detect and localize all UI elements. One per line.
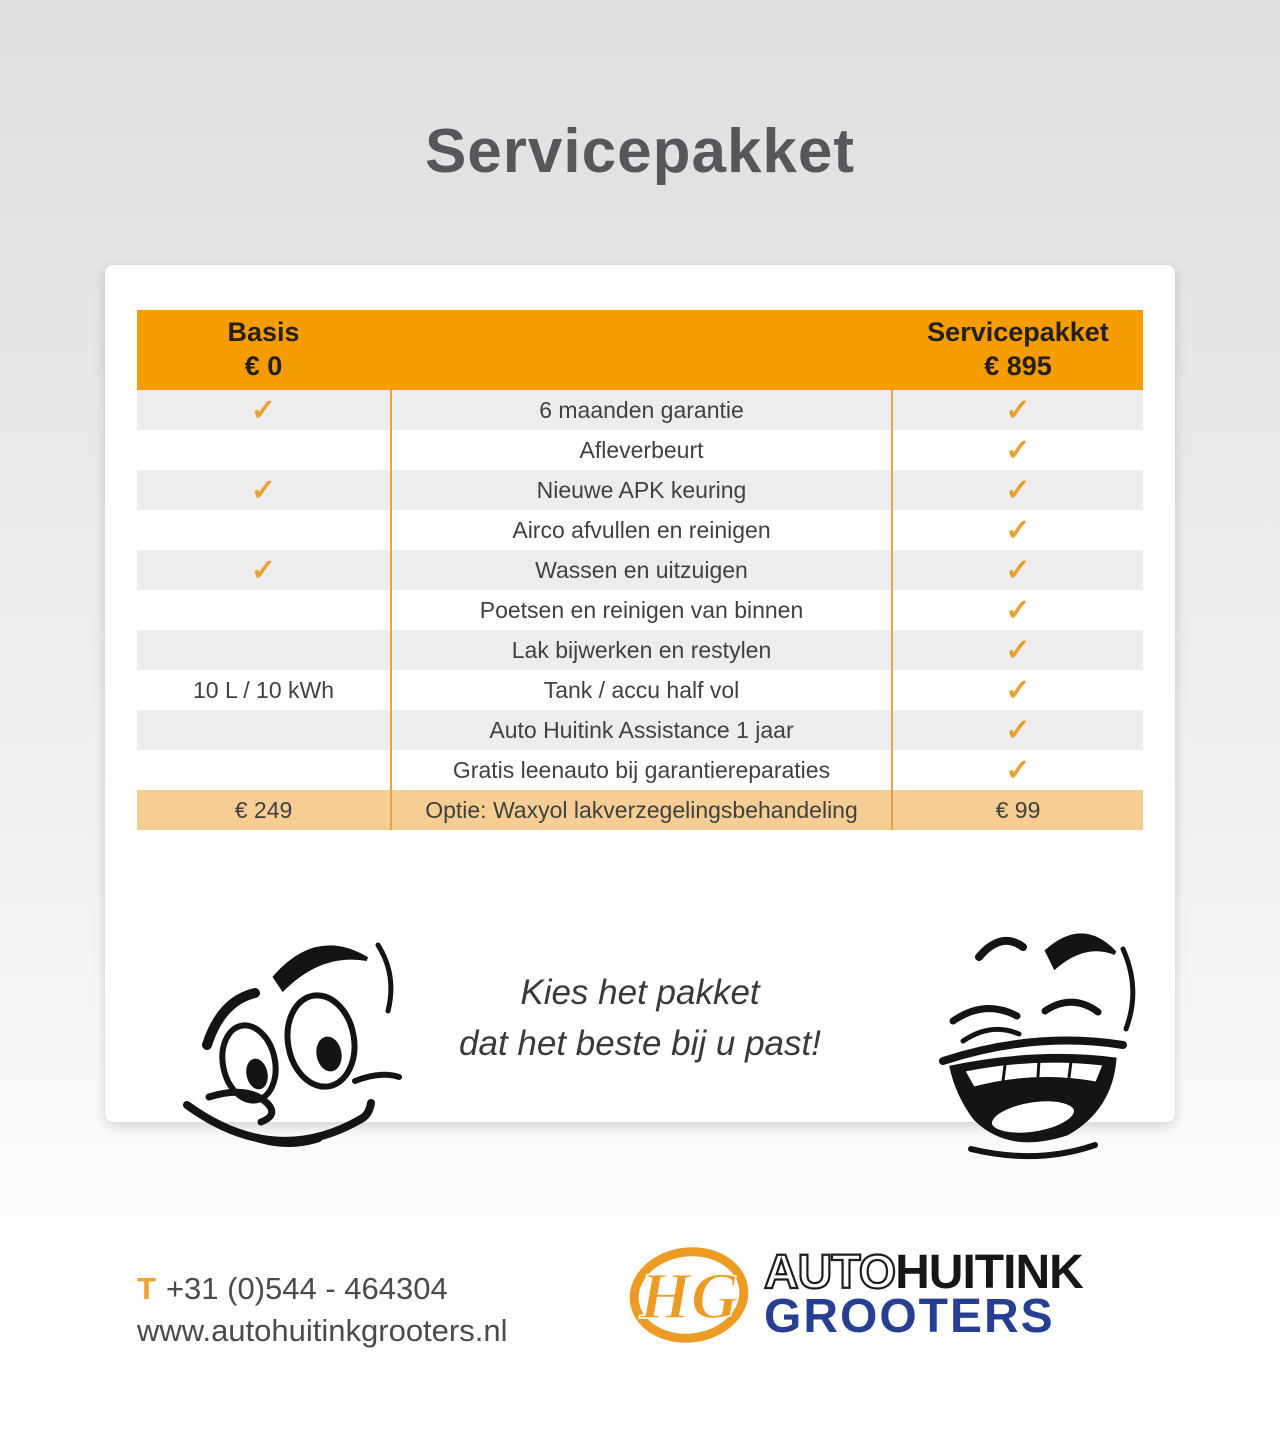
logo-monogram-text: HG <box>639 1260 739 1333</box>
basis-value-cell <box>137 710 390 750</box>
feature-label-cell: Poetsen en reinigen van binnen <box>390 590 893 630</box>
table-row <box>137 470 1143 510</box>
table-row <box>137 550 1143 590</box>
logo-monogram-icon <box>628 1243 750 1347</box>
feature-label-cell: Gratis leenauto bij garantiereparaties <box>390 750 893 790</box>
table-row <box>137 390 1143 430</box>
slogan-line-2: dat het beste bij u past! <box>459 1023 821 1063</box>
phone-line <box>137 1268 507 1310</box>
basis-value-cell <box>137 750 390 790</box>
header-basis-price: € 0 <box>244 351 283 381</box>
comparison-card <box>105 265 1175 1122</box>
table-row <box>137 670 1143 710</box>
logo-auto-text: AUTO <box>764 1245 896 1299</box>
table-header <box>137 310 1143 390</box>
laughing-face-icon <box>917 913 1159 1163</box>
service-value-cell: ✓ <box>1005 673 1031 707</box>
comparison-table <box>137 310 1143 830</box>
service-value-cell: ✓ <box>1005 633 1031 667</box>
service-value-cell: ✓ <box>1005 393 1031 427</box>
header-basis-label: Basis <box>227 317 300 348</box>
header-spacer <box>390 310 893 390</box>
contact-block <box>137 1268 507 1352</box>
header-service <box>893 310 1143 390</box>
table-row <box>137 710 1143 750</box>
table-row <box>137 430 1143 470</box>
service-value-cell: ✓ <box>1005 593 1031 627</box>
slogan <box>340 968 940 1070</box>
basis-value-cell: 10 L / 10 kWh <box>192 676 335 703</box>
feature-label-cell: Airco afvullen en reinigen <box>390 510 893 550</box>
phone-prefix: T <box>137 1271 156 1306</box>
header-service-price: € 895 <box>984 351 1052 381</box>
table-row <box>137 590 1143 630</box>
basis-value-cell <box>137 590 390 630</box>
feature-label-cell: Tank / accu half vol <box>390 670 893 710</box>
feature-label-cell: Auto Huitink Assistance 1 jaar <box>390 710 893 750</box>
feature-label-cell: Lak bijwerken en restylen <box>390 630 893 670</box>
logo-grooters-text: GROOTERS <box>764 1290 1055 1343</box>
table-row <box>137 510 1143 550</box>
service-value-cell: ✓ <box>1005 513 1031 547</box>
service-value-cell: ✓ <box>1005 753 1031 787</box>
service-value-cell: ✓ <box>1005 553 1031 587</box>
basis-value-cell: ✓ <box>250 393 277 427</box>
header-basis <box>137 310 390 390</box>
logo-name-line1 <box>764 1245 1083 1299</box>
feature-label-cell: Nieuwe APK keuring <box>390 470 893 510</box>
service-value-cell: ✓ <box>1005 713 1031 747</box>
service-value-cell: ✓ <box>1005 433 1031 467</box>
logo-wordmark <box>764 1245 1083 1343</box>
table-row <box>137 750 1143 790</box>
basis-value-cell <box>137 630 390 670</box>
basis-value-cell: € 249 <box>234 796 293 823</box>
table-row <box>137 630 1143 670</box>
feature-label-cell: Afleverbeurt <box>390 430 893 470</box>
basis-value-cell <box>137 510 390 550</box>
header-service-label: Servicepakket <box>927 317 1109 348</box>
website-link: www.autohuitinkgrooters.nl <box>137 1312 508 1348</box>
phone-number: +31 (0)544 - 464304 <box>165 1271 448 1306</box>
service-value-cell: ✓ <box>1005 473 1031 507</box>
feature-label-cell: 6 maanden garantie <box>390 390 893 430</box>
service-value-cell: € 99 <box>995 796 1041 823</box>
basis-value-cell <box>137 430 390 470</box>
table-row <box>137 790 1143 830</box>
table-body <box>137 390 1143 830</box>
company-logo <box>628 1243 1083 1347</box>
logo-huitink-text: HUITINK <box>895 1245 1083 1299</box>
faces-section <box>105 913 1175 1158</box>
basis-value-cell: ✓ <box>250 553 277 587</box>
page-title: Servicepakket <box>424 117 856 186</box>
basis-value-cell: ✓ <box>250 473 277 507</box>
feature-label-cell: Wassen en uitzuigen <box>390 550 893 590</box>
feature-label-cell: Optie: Waxyol lakverzegelingsbehandeling <box>390 790 893 830</box>
slogan-line-1: Kies het pakket <box>520 973 760 1012</box>
